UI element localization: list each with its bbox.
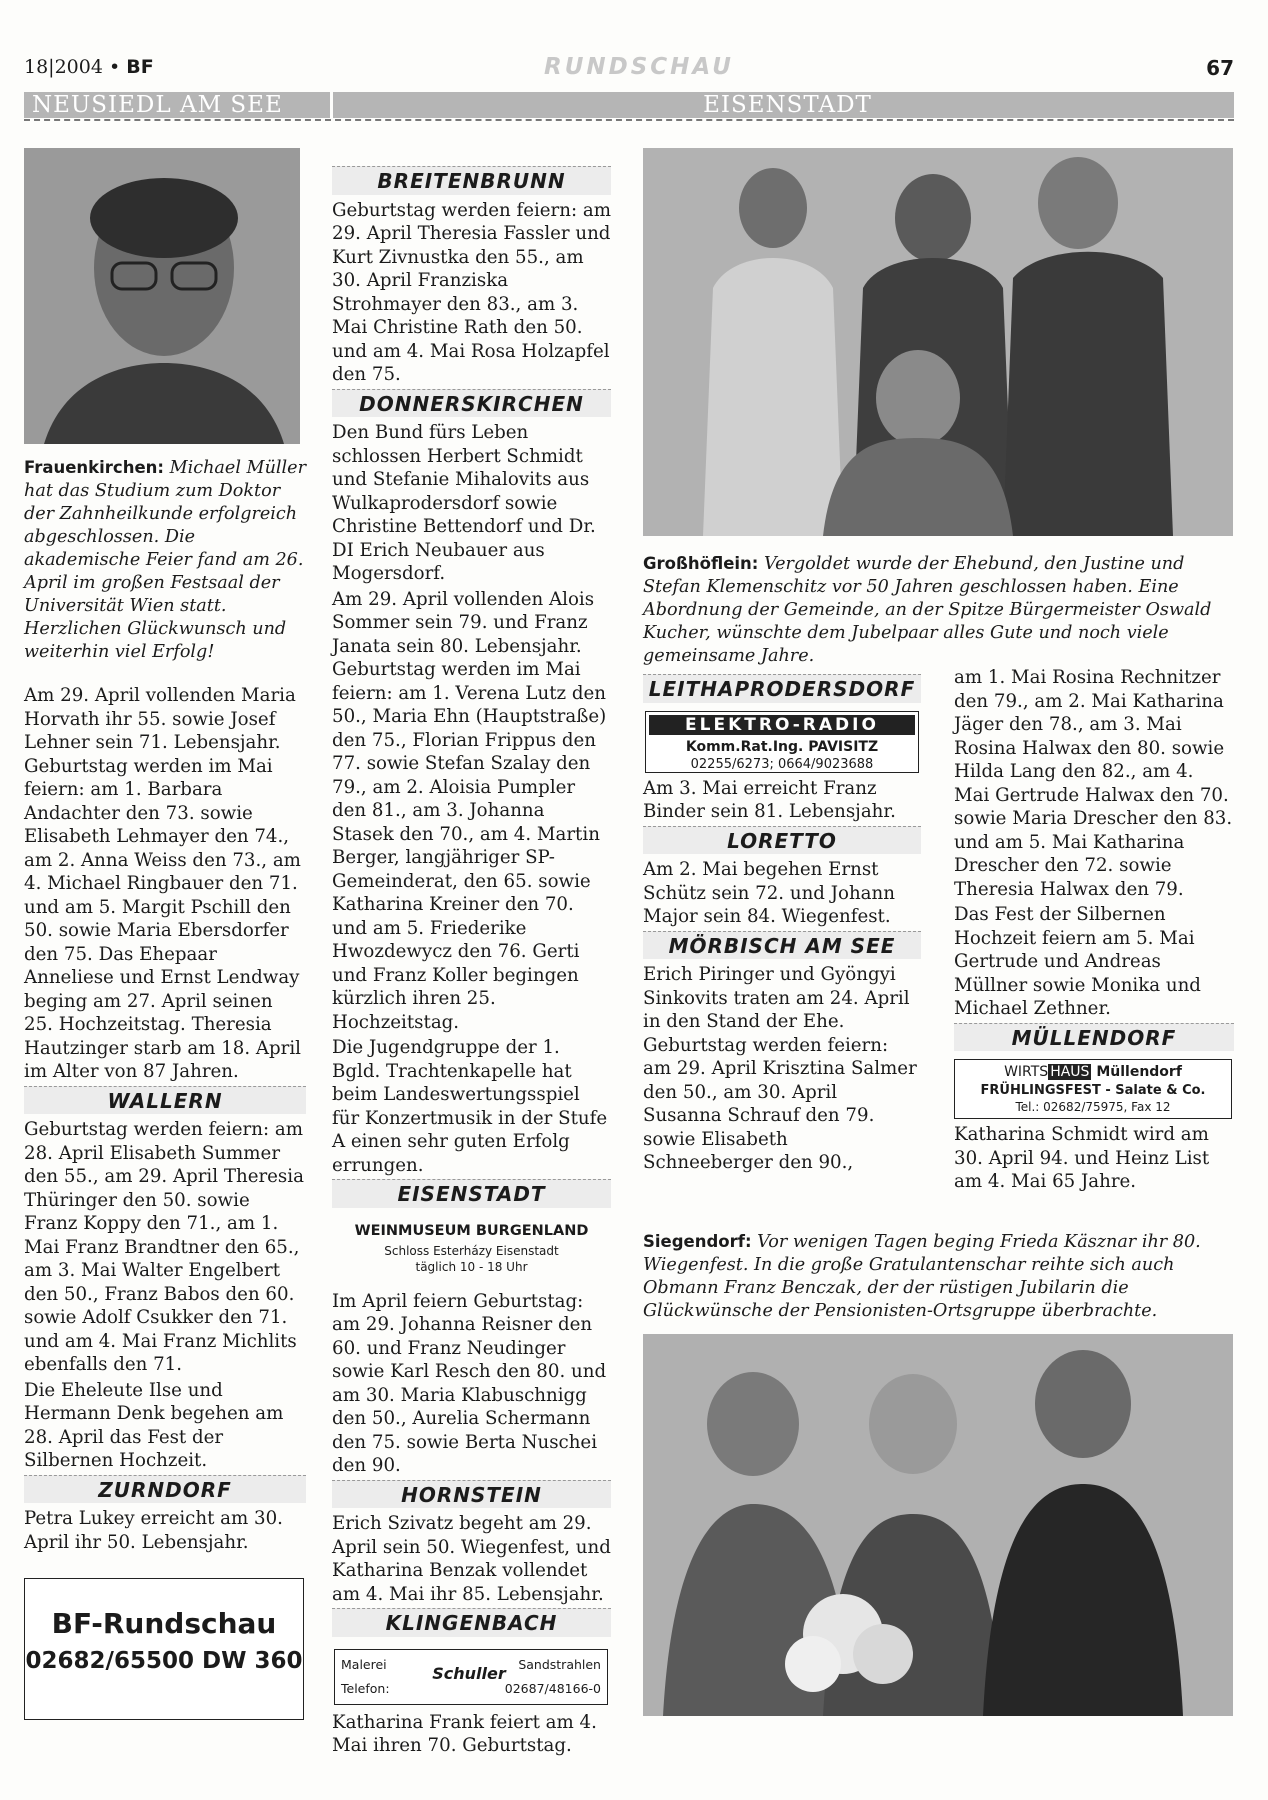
weinmuseum-ad: [332, 1220, 611, 1276]
group-photo-siegendorf: [643, 1334, 1233, 1716]
ad-title-pre: WIRTS: [1004, 1064, 1049, 1080]
ad-title: WEINMUSEUM BURGENLAND: [354, 1222, 589, 1239]
heading-muellendorf: MÜLLENDORF: [954, 1023, 1234, 1052]
schuller-ad: [334, 1649, 608, 1705]
article-text: Am 2. Mai begehen Ernst Schütz sein 72. und Johann Major sein 84. Wiegenfest.: [643, 859, 895, 927]
article-text: Das Fest der Silbernen Hochzeit feiern am 5. Mai Gertrude und Andreas Müllner sowie Monika und Michael Zethner.: [954, 904, 1201, 1019]
page-number: 67: [1206, 56, 1234, 80]
section-title-eisenstadt: EISENSTADT: [703, 92, 872, 118]
heading-klingenbach: KLINGENBACH: [332, 1608, 611, 1637]
caption-place: Frauenkirchen:: [24, 458, 165, 477]
heading-donnerskirchen: DONNERSKIRCHEN: [332, 389, 611, 418]
column-1: [24, 456, 306, 1556]
heading-leithaprodersdorf: LEITHAPRODERSDORF: [643, 674, 921, 703]
section-bar-eisenstadt: [333, 92, 1234, 118]
article-text: Katharina Schmidt wird am 30. April 94. und Heinz List am 4. Mai 65 Jahre.: [954, 1124, 1210, 1192]
heading-wallern: WALLERN: [24, 1086, 306, 1115]
wirtshaus-ad: [954, 1059, 1232, 1119]
portrait-photo: [24, 148, 300, 444]
article-text: Erich Szivatz begeht am 29. April sein 50. Wiegenfest, und Katharina Benzak vollendet am 4. Mai ihr 85. Lebensjahr.: [332, 1513, 611, 1605]
article-text: Die Eheleute Ilse und Hermann Denk begehen am 28. April das Fest der Silbernen Hochzeit.: [24, 1379, 284, 1471]
ad-phone: Tel.: 02682/75975, Fax 12: [1015, 1100, 1171, 1114]
article-text: Den Bund fürs Leben schlossen Herbert Schmidt und Stefanie Mihalovits aus Wulkaprodersdorf sowie Christine Bettendorf und Dr. DI Erich Neubauer aus Mogersdorf.: [332, 422, 596, 584]
article-text: Die Jugendgruppe der 1. Bgld. Trachtenkapelle hat beim Landeswertungsspiel für Konzertmusik in der Stufe A einen sehr guten Erfolg errungen.: [332, 1037, 608, 1176]
schuller-logo: Schuller: [432, 1663, 506, 1683]
wirtshaus-ad-slot: [954, 1055, 1234, 1123]
caption-text: Vergoldet wurde der Ehebund, den Justine und Stefan Klemenschitz vor 50 Jahren geschlossen haben. Eine Abordnung der Gemeinde, an der Spitze Bürgermeister Oswald Kucher, wünschte dem Jubelpaar alles Gute und noch viele gemeinsame Jahre.: [643, 554, 1212, 666]
article-text: Geburtstag werden feiern: am 28. April Elisabeth Summer den 55., am 29. April Theresia Thüringer den 50. sowie Franz Koppy den 71., am 1. Mai Franz Brandtner den 65., am 3. Mai Walter Engelbert den 50., Franz Babos den 60. sowie Adolf Csukker den 71. und am 4. Mai Franz Michlits ebenfalls den 71.: [24, 1119, 304, 1375]
group-photo-grosshoeflein: [643, 148, 1233, 536]
article-text: Im April feiern Geburtstag: am 29. Johanna Reisner den 60. und Franz Neudinger sowie Karl Resch den 80. und am 30. Maria Klabuschnigg den 50., Aurelia Schermann den 75. sowie Berta Nuschei den 90.: [332, 1290, 607, 1476]
page-header: [24, 56, 1234, 86]
photo-caption-frauenkirchen: [24, 456, 306, 664]
publication-title: RUNDSCHAU: [544, 54, 734, 80]
ad-phone-label: Telefon:: [341, 1681, 390, 1696]
ad-title: BF-Rundschau: [51, 1607, 277, 1640]
article-text: Am 3. Mai erreicht Franz Binder sein 81. Lebensjahr.: [643, 777, 896, 822]
ad-phone: 02682/65500 DW 360: [25, 1648, 303, 1674]
issue-label: [24, 56, 154, 78]
caption-text: Vor wenigen Tagen beging Frieda Käsznar ihr 80. Wiegenfest. In die große Gratulantenschar reihte sich auch Obmann Franz Benczak, der der rüstigen Jubilarin die Glückwünsche der Pensionisten-Ortsgruppe überbrachte.: [643, 1232, 1201, 1321]
heading-zurndorf: ZURNDORF: [24, 1475, 306, 1504]
bf-rundschau-ad: [24, 1578, 304, 1720]
header-divider: [24, 119, 1234, 121]
brand-label: BF: [126, 56, 154, 78]
ad-service-right: Sandstrahlen: [518, 1656, 601, 1672]
heading-hornstein: HORNSTEIN: [332, 1480, 611, 1509]
ad-phone: 02687/48166-0: [504, 1681, 601, 1696]
weinmuseum-ad-slot: [332, 1212, 611, 1290]
heading-moerbisch: MÖRBISCH AM SEE: [643, 931, 921, 960]
caption-siegendorf: [643, 1230, 1233, 1325]
article-text: Katharina Frank feiert am 4. Mai ihren 70. Geburtstag.: [332, 1711, 597, 1756]
article-text: Am 29. April vollenden Alois Sommer sein 79. und Franz Janata sein 80. Lebensjahr. Geburtstag werden im Mai feiern: am 1. Verena Lutz den 50., Maria Ehn (Hauptstraße) den 75., Florian Frippus den 77. sowie Stefan Szalay den 79., am 2. Aloisia Pumpler den 81., am 3. Johanna Stasek den 70., am 4. Martin Berger, langjähriger SP-Gemeinderat, den 65. sowie Katharina Kreiner den 70. und am 5. Friederike Hwozdewycz den 76. Gerti und Franz Koller begingen kürzlich ihren 25. Hochzeitstag.: [332, 588, 607, 1033]
ad-title: [955, 1062, 1231, 1082]
heading-eisenstadt: EISENSTADT: [332, 1179, 611, 1208]
heading-breitenbrunn: BREITENBRUNN: [332, 166, 611, 195]
article-text: Erich Piringer und Gyöngyi Sinkovits traten am 24. April in den Stand der Ehe. Geburtstag werden feiern: am 29. April Krisztina Salmer den 50., am 30. April Susanna Schrauf den 79. sowie Elisabeth Schneeberger den 90.,: [643, 964, 917, 1173]
caption-text: Michael Müller hat das Studium zum Doktor der Zahnheilkunde erfolgreich abgeschlossen. Die akademische Feier fand am 26. April im großen Festsaal der Universität Wien statt. Herzlichen Glückwunsch und weiterhin viel Erfolg!: [24, 458, 306, 662]
ad-hours: täglich 10 - 18 Uhr: [415, 1260, 528, 1274]
ad-event: FRÜHLINGSFEST - Salate & Co.: [980, 1083, 1206, 1098]
ad-service-left: Malerei: [341, 1656, 387, 1672]
caption-place: Siegendorf:: [643, 1232, 752, 1251]
ad-title-highlight: HAUS: [1050, 1064, 1090, 1080]
article-text: Am 29. April vollenden Maria Horvath ihr 55. sowie Josef Lehner sein 71. Lebensjahr. Geburtstag werden im Mai feiern: am 1. Barbara Andachter den 73. sowie Elisabeth Lehmayer den 74., am 2. Anna Weiss den 73., am 4. Michael Ringbauer den 71. und am 5. Margit Pschill den 50. sowie Maria Ebersdorfer den 75. Das Ehepaar Anneliese und Ernst Lendway beging am 27. April seinen 25. Hochzeitstag. Theresia Hautzinger starb am 18. April im Alter von 87 Jahren.: [24, 685, 302, 1082]
heading-loretto: LORETTO: [643, 826, 921, 855]
column-2: [332, 164, 611, 1760]
ad-title-post: Müllendorf: [1091, 1064, 1182, 1080]
issue-number: 18|2004 •: [24, 56, 121, 78]
section-title-neusiedl: NEUSIEDL AM SEE: [32, 92, 283, 118]
ad-title: ELEKTRO-RADIO: [649, 715, 915, 735]
article-text: Geburtstag werden feiern: am 29. April Theresia Fassler und Kurt Zivnustka den 55., am 30. April Franziska Strohmayer den 83., am 3. Mai Christine Rath den 50. und am 4. Mai Rosa Holzapfel den 75.: [332, 199, 611, 385]
schuller-ad-slot: [332, 1641, 611, 1711]
elektro-ad-slot: [643, 707, 921, 777]
article-text: am 1. Mai Rosina Rechnitzer den 79., am 2. Mai Katharina Jäger den 78., am 3. Mai Rosina Halwax den 80. sowie Hilda Lang den 82., am 4. Mai Gertrude Halwax den 70. sowie Maria Drescher den 83. und am 5. Mai Katharina Drescher den 72. sowie Theresia Halwax den 79.: [954, 667, 1233, 900]
column-4: [954, 666, 1234, 1196]
photo-caption-siegendorf: [643, 1230, 1233, 1323]
section-bar-neusiedl: [24, 92, 330, 118]
ad-phone: 02255/6273; 0664/9023688: [690, 756, 874, 772]
photo-caption-grosshoeflein: [643, 552, 1233, 668]
ad-address: Schloss Esterházy Eisenstadt: [384, 1244, 559, 1258]
article-text: Petra Lukey erreicht am 30. April ihr 50. Lebensjahr.: [24, 1508, 283, 1553]
caption-place: Großhöflein:: [643, 554, 759, 573]
caption-grosshoeflein: [643, 552, 1233, 670]
column-3: [643, 672, 921, 1177]
ad-owner: Komm.Rat.Ing. PAVISITZ: [685, 738, 879, 755]
elektro-radio-ad: [645, 711, 919, 773]
